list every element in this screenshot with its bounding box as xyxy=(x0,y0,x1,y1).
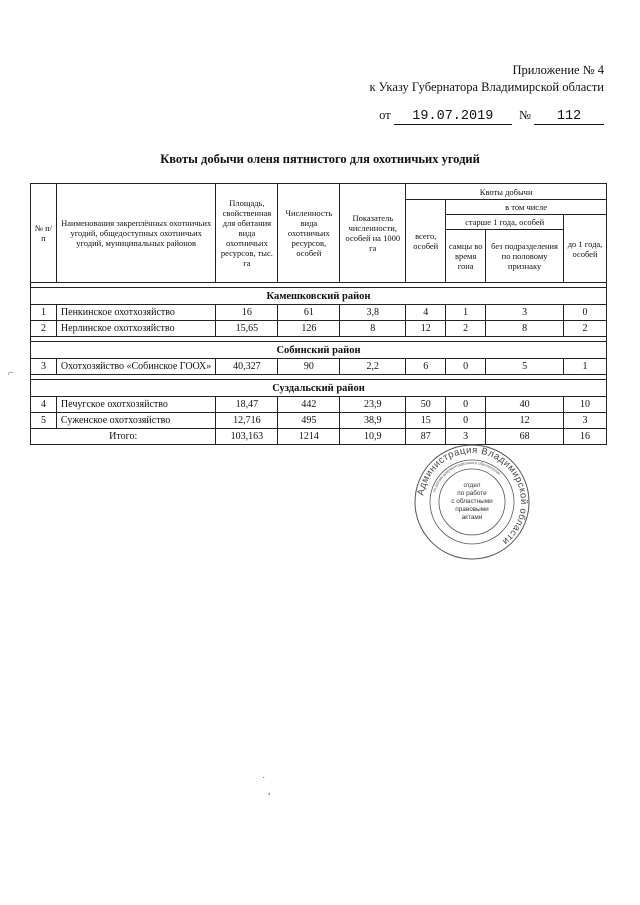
table-cell: 18,47 xyxy=(216,397,278,413)
date-prefix: от xyxy=(379,108,391,122)
table-cell: 16 xyxy=(216,305,278,321)
header-quotas: Квоты добычи xyxy=(406,184,607,200)
table-cell: 40,327 xyxy=(216,359,278,375)
table-cell: 15,65 xyxy=(216,321,278,337)
table-cell: 103,163 xyxy=(216,429,278,445)
table-cell: 3,8 xyxy=(340,305,406,321)
district-name: Суздальский район xyxy=(31,380,607,397)
table-cell: 5 xyxy=(486,359,564,375)
table-cell: 5 xyxy=(31,413,57,429)
decree-label: к Указу Губернатора Владимирской области xyxy=(369,80,604,94)
district-name: Камешковский район xyxy=(31,288,607,305)
table-cell: 90 xyxy=(278,359,340,375)
table-cell: 0 xyxy=(446,359,486,375)
stamp-center-line: актами xyxy=(461,514,483,521)
table-cell: 23,9 xyxy=(340,397,406,413)
document-title: Квоты добычи оленя пятнистого для охотничьих угодий xyxy=(160,152,480,166)
header-num: № п/п xyxy=(31,184,57,283)
table-cell: 3 xyxy=(446,429,486,445)
table-cell: 3 xyxy=(31,359,57,375)
district-row xyxy=(31,288,607,305)
table-cell: 2 xyxy=(446,321,486,337)
table-cell: 16 xyxy=(564,429,607,445)
header-young: до 1 года, особей xyxy=(564,215,607,283)
table-row xyxy=(31,413,607,429)
table-cell: Суженское охотхозяйство xyxy=(56,413,216,429)
table-cell: 0 xyxy=(446,413,486,429)
decree-date: 19.07.2019 xyxy=(394,110,512,125)
header-including: в том числе xyxy=(446,200,607,215)
table-cell: 3 xyxy=(486,305,564,321)
table-cell: 2 xyxy=(564,321,607,337)
scan-mark: ⌐ xyxy=(8,368,14,379)
table-row xyxy=(31,321,607,337)
table-cell: 68 xyxy=(486,429,564,445)
district-row xyxy=(31,380,607,397)
table-cell: 0 xyxy=(564,305,607,321)
district-name: Собинский район xyxy=(31,342,607,359)
header-nosex: без подразделения по половому признаку xyxy=(486,230,564,283)
table-cell: 1214 xyxy=(278,429,340,445)
stamp-center-line: по работе xyxy=(457,490,487,497)
table-cell: 1 xyxy=(446,305,486,321)
totals-label: Итого: xyxy=(31,429,216,445)
stamp-center-line: отдел xyxy=(463,482,481,489)
date-line xyxy=(379,108,604,125)
table-cell: Нерлинское охотхозяйство xyxy=(56,321,216,337)
table-cell: 2,2 xyxy=(340,359,406,375)
table-cell: 442 xyxy=(278,397,340,413)
stamp-inner-text: по делам документационного обеспечения xyxy=(431,459,502,493)
stamp-center-line: правовыми xyxy=(455,506,489,513)
table-cell: 38,9 xyxy=(340,413,406,429)
table-cell: Пенкинское охотхозяйство xyxy=(56,305,216,321)
header-count: Численность вида охотничьих ресурсов, особей xyxy=(278,184,340,283)
table-row xyxy=(31,397,607,413)
stamp-center-line: с областными xyxy=(451,498,493,505)
table-row xyxy=(31,359,607,375)
table-cell: 4 xyxy=(406,305,446,321)
scan-mark: ˙ xyxy=(262,776,266,787)
header-area: Площадь, свойственная для обитания вида охотничьих ресурсов, тыс. га xyxy=(216,184,278,283)
header-total: всего, особей xyxy=(406,200,446,283)
table-cell: 61 xyxy=(278,305,340,321)
table-cell: 12 xyxy=(486,413,564,429)
table-cell: 2 xyxy=(31,321,57,337)
table-cell: 126 xyxy=(278,321,340,337)
header-older: старше 1 года, особей xyxy=(446,215,564,230)
number-prefix: № xyxy=(518,108,531,122)
header-name: Наименования закреплённых охотничьих угодий, общедоступных охотничьих угодий, муниципальных районов xyxy=(56,184,216,283)
table-cell: 495 xyxy=(278,413,340,429)
appendix-label: Приложение № 4 xyxy=(512,63,604,77)
table-cell: 8 xyxy=(340,321,406,337)
table-cell: 8 xyxy=(486,321,564,337)
table-cell: 10 xyxy=(564,397,607,413)
table-cell: 50 xyxy=(406,397,446,413)
table-cell: 12,716 xyxy=(216,413,278,429)
table-cell: 15 xyxy=(406,413,446,429)
header-males: самцы во время гона xyxy=(446,230,486,283)
table-cell: 6 xyxy=(406,359,446,375)
document-header xyxy=(369,62,604,96)
table-cell: 87 xyxy=(406,429,446,445)
table-cell: 1 xyxy=(31,305,57,321)
table-cell: 10,9 xyxy=(340,429,406,445)
table-cell: 12 xyxy=(406,321,446,337)
table-cell: Охотхозяйство «Собинское ГООХ» xyxy=(56,359,216,375)
quota-table xyxy=(30,183,607,445)
table-cell: 1 xyxy=(564,359,607,375)
header-density: Показатель численности, особей на 1000 га xyxy=(340,184,406,283)
decree-number: 112 xyxy=(534,110,604,125)
table-cell: 0 xyxy=(446,397,486,413)
stamp-ring-text: Администрация Владимирской области xyxy=(415,444,530,548)
table-cell: Печугское охотхозяйство xyxy=(56,397,216,413)
table-cell: 40 xyxy=(486,397,564,413)
scan-mark: , xyxy=(268,786,271,797)
district-row xyxy=(31,342,607,359)
official-stamp xyxy=(412,442,532,562)
table-row xyxy=(31,305,607,321)
table-cell: 3 xyxy=(564,413,607,429)
table-cell: 4 xyxy=(31,397,57,413)
